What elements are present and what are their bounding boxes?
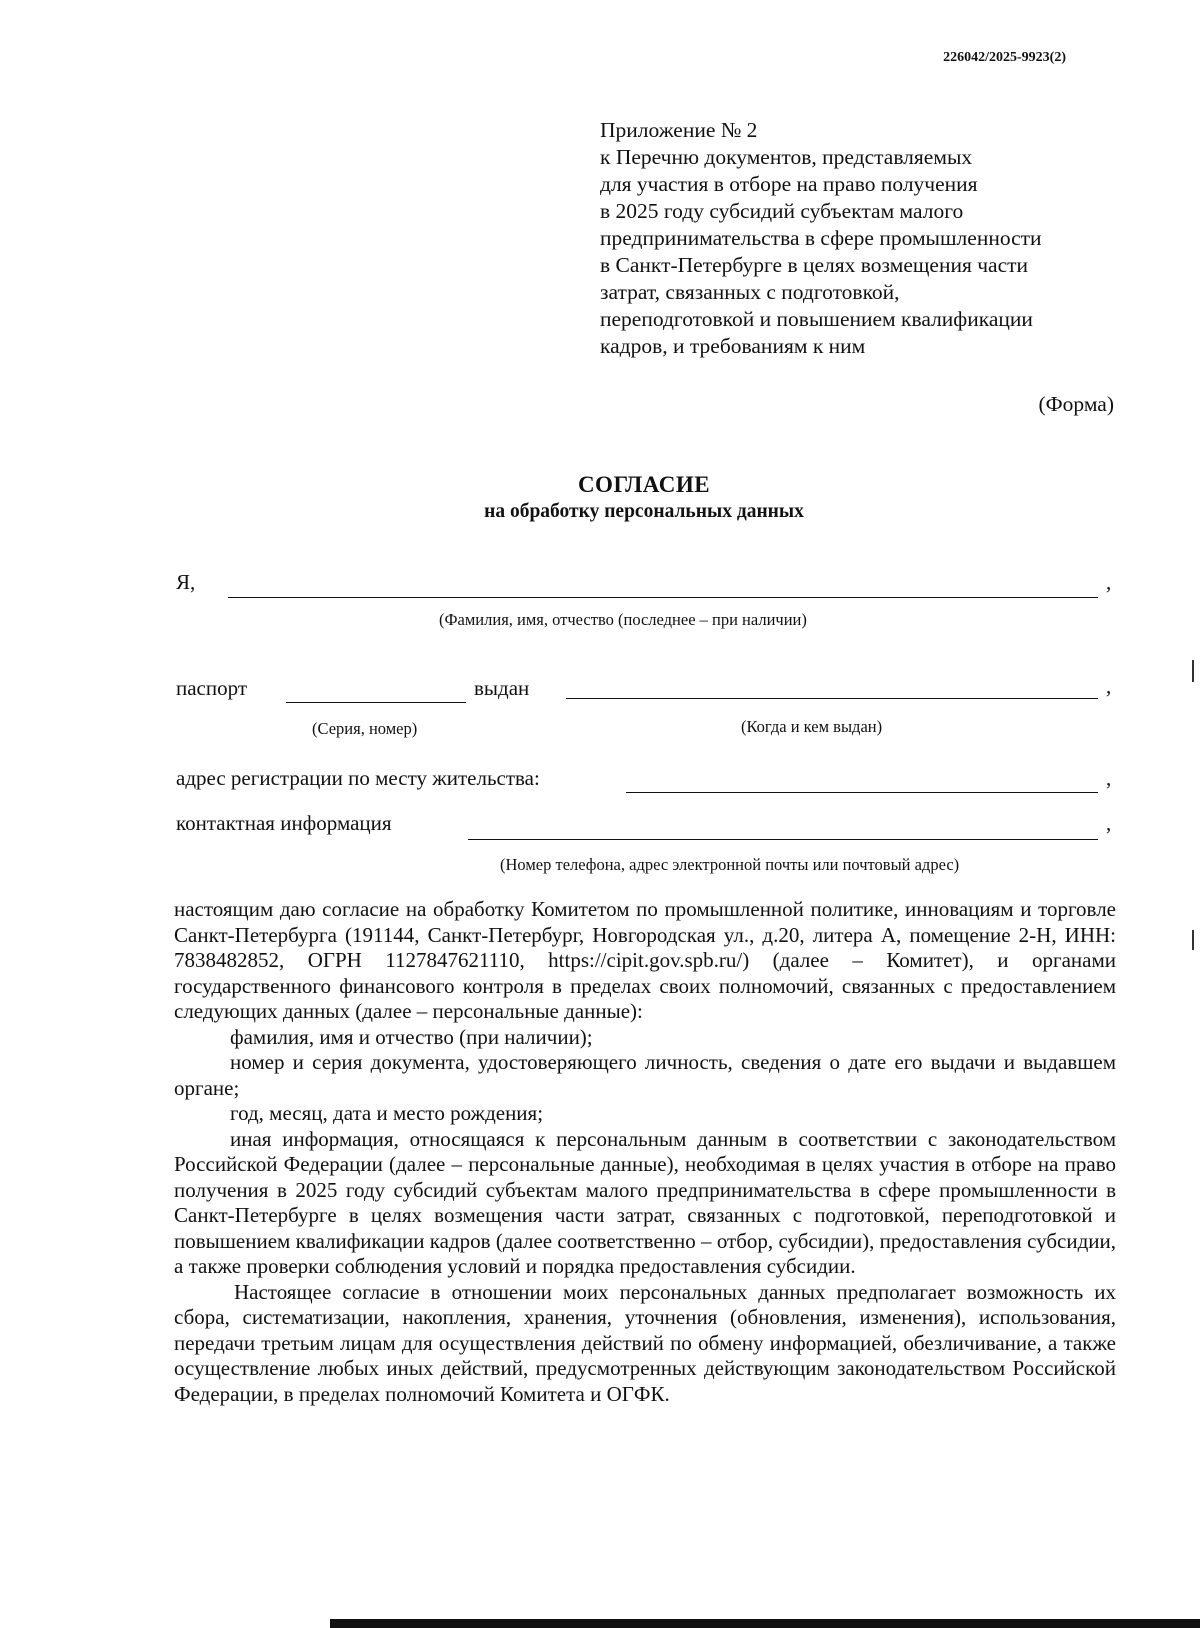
contact-caption: (Номер телефона, адрес электронной почты или почтовый адрес) bbox=[500, 855, 960, 874]
document-number: 226042/2025-9923(2) bbox=[943, 50, 1066, 65]
consent-paragraph: Настоящее согласие в отношении моих персональных данных предполагает возможность их сбора, систематизации, накопления, хранения, уточнения (обновления, изменения), использования, передачи третьим лицам для осуществления действий по обмену информацией, обезличивание, а также осуществление любых иных действий, предусмотренных действующим законодательством Российской Федерации, в пределах полномочий Комитета и ОГФК. bbox=[174, 1279, 1116, 1406]
consent-paragraph: настоящим даю согласие на обработку Комитетом по промышленной политике, инновациям и торговле Санкт-Петербурга (191144, Санкт-Петербург, Новгородская ул., д.20, литера А, помещение 2-Н, ИНН: 7838482852, ОГРН 1127847621110, https://cipit.gov.spb.ru/) (далее – Комитет), и органами государственного финансового контроля в пределах своих полномочий, связанных с предоставлением следующих данных (далее – персональные данные): bbox=[174, 897, 1116, 1023]
scan-edge-mark bbox=[1192, 660, 1194, 682]
passport-caption: (Серия, номер) bbox=[312, 719, 418, 738]
contact-label: контактная информация bbox=[176, 811, 392, 835]
consent-list-item: номер и серия документа, удостоверяющего личность, сведения о дате его выдачи и выдавшем органе; bbox=[174, 1050, 1116, 1100]
name-field[interactable] bbox=[228, 597, 1098, 598]
comma: , bbox=[1106, 811, 1112, 835]
comma: , bbox=[1106, 766, 1112, 790]
passport-label: паспорт bbox=[176, 676, 248, 700]
appendix-block bbox=[600, 117, 1120, 360]
name-caption: (Фамилия, имя, отчество (последнее – при наличии) bbox=[439, 610, 807, 629]
contact-field[interactable] bbox=[468, 839, 1098, 840]
appendix-line: предпринимательства в сфере промышленности bbox=[600, 226, 1042, 250]
consent-list-item: фамилия, имя и отчество (при наличии); bbox=[230, 1024, 593, 1049]
issued-caption: (Когда и кем выдан) bbox=[741, 717, 883, 736]
comma: , bbox=[1106, 674, 1112, 698]
issued-label: выдан bbox=[474, 676, 530, 700]
appendix-line: в 2025 году субсидий субъектам малого bbox=[600, 199, 964, 223]
form-mark: (Форма) bbox=[1038, 392, 1114, 416]
scan-bottom-edge bbox=[330, 1619, 1200, 1628]
appendix-line: в Санкт-Петербурге в целях возмещения части bbox=[600, 253, 1029, 277]
comma: , bbox=[1106, 570, 1112, 594]
appendix-line: затрат, связанных с подготовкой, bbox=[600, 280, 900, 304]
address-label: адрес регистрации по месту жительства: bbox=[176, 766, 540, 790]
consent-list-item: иная информация, относящаяся к персональным данным в соответствии с законодательством Российской Федерации (далее – персональные данные), необходимая в целях участия в отборе на право получения в 2025 году субсидий субъектам малого предпринимательства в сфере промышленности в Санкт-Петербурге в целях возмещения части затрат, связанных с подготовкой, переподготовкой и повышением квалификации кадров (далее соответственно – отбор, субсидии), предоставления субсидии, а также проверки соблюдения условий и порядка предоставления субсидии. bbox=[174, 1126, 1116, 1278]
passport-number-field[interactable] bbox=[286, 702, 466, 703]
appendix-line: для участия в отборе на право получения bbox=[600, 172, 978, 196]
document-title: СОГЛАСИЕ bbox=[577, 472, 711, 497]
appendix-line: к Перечню документов, представляемых bbox=[600, 145, 973, 169]
document-subtitle: на обработку персональных данных bbox=[484, 501, 804, 522]
issued-field[interactable] bbox=[566, 698, 1098, 699]
scan-edge-mark bbox=[1192, 930, 1194, 950]
address-field[interactable] bbox=[626, 792, 1098, 793]
consent-body bbox=[174, 897, 1116, 1407]
name-label: Я, bbox=[176, 570, 196, 594]
appendix-line: кадров, и требованиям к ним bbox=[600, 334, 866, 358]
appendix-line: Приложение № 2 bbox=[600, 118, 758, 142]
appendix-line: переподготовкой и повышением квалификации bbox=[600, 307, 1033, 331]
consent-list-item: год, месяц, дата и место рождения; bbox=[230, 1101, 544, 1125]
